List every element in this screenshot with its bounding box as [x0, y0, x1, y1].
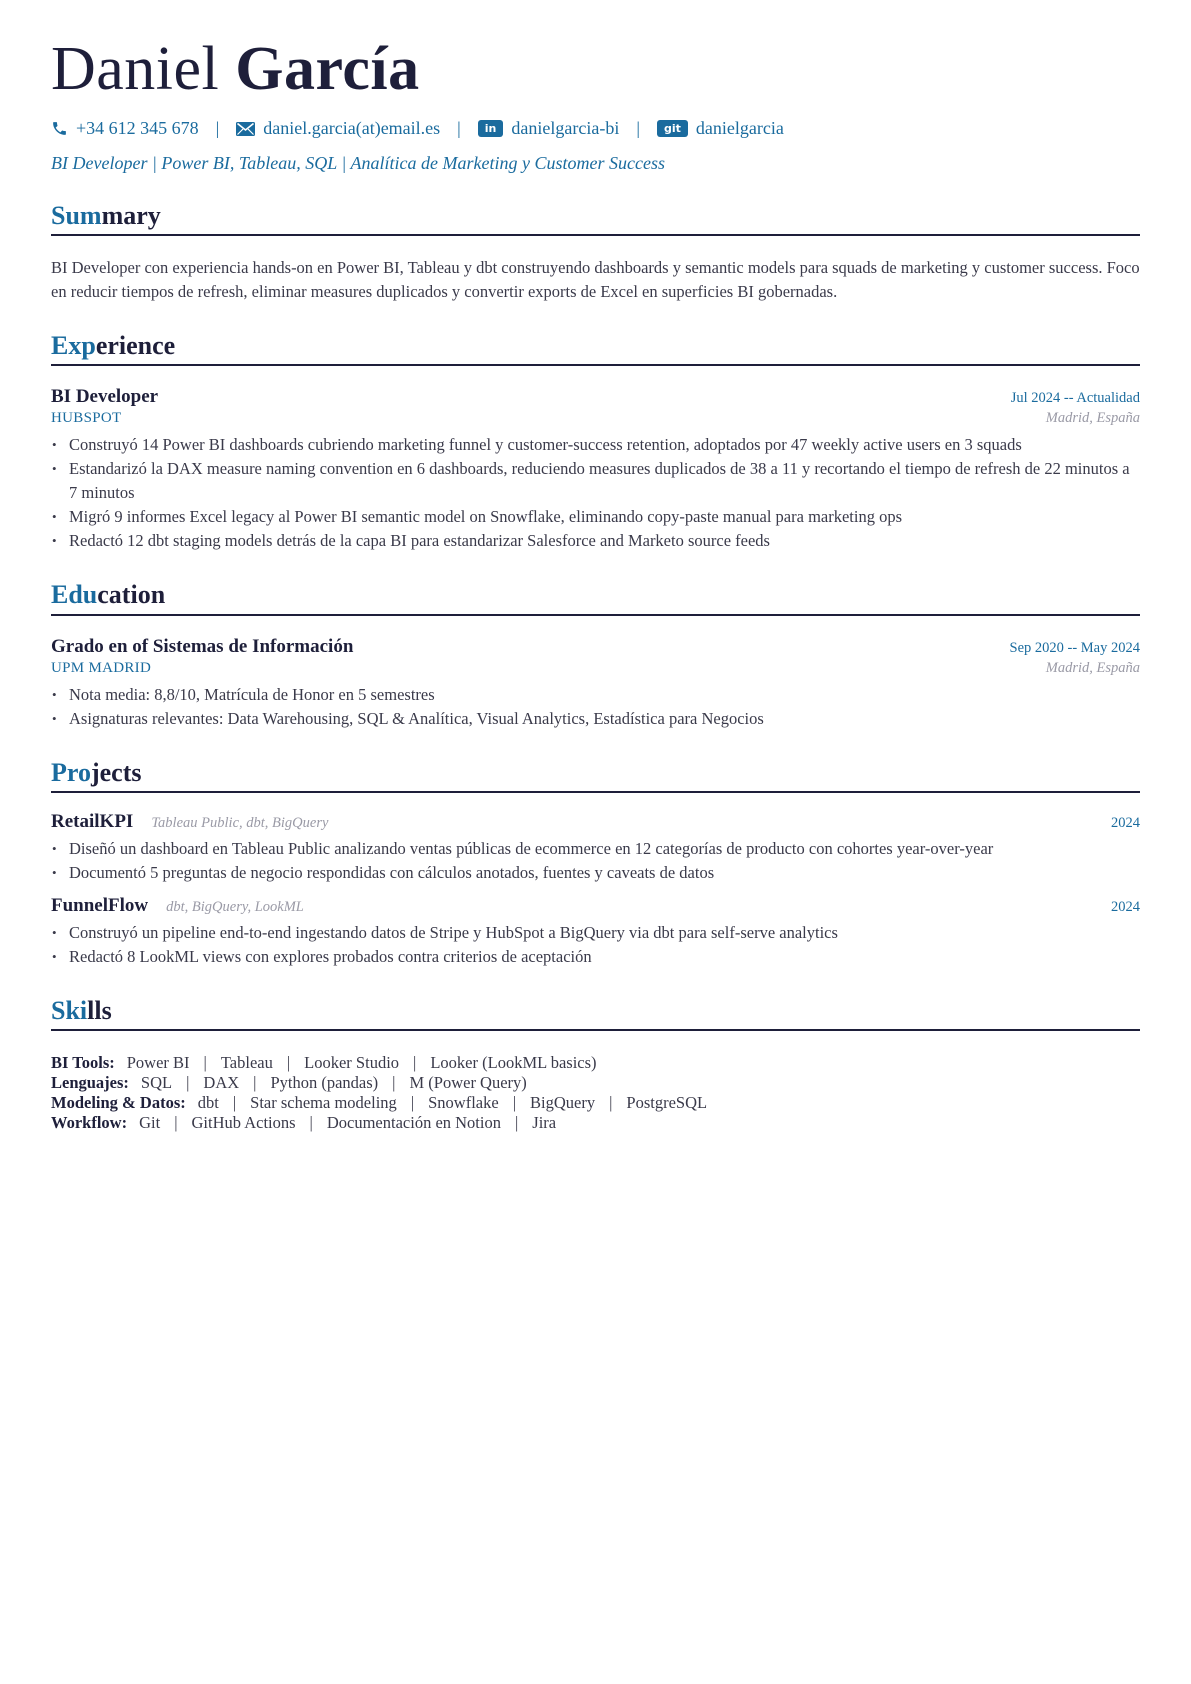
- skill-item: Looker (LookML basics): [430, 1052, 597, 1072]
- project-header: [51, 895, 1140, 917]
- skill-item: Documentación en Notion: [326, 1112, 501, 1132]
- skill-separator: |: [174, 1112, 178, 1132]
- section-title-highlight: Ski: [51, 995, 88, 1025]
- contact-separator: |: [636, 118, 640, 138]
- skill-separator: |: [413, 1052, 417, 1072]
- project-year: 2024: [1111, 898, 1140, 915]
- bullet-item: • Asignaturas relevantes: Data Warehousing, SQL & Analítica, Visual Analytics, Estadística para Negocios: [51, 707, 1140, 731]
- skill-item: Jira: [532, 1112, 557, 1132]
- linkedin-icon: in: [478, 120, 504, 137]
- project-bullets: [51, 837, 1140, 885]
- skill-item: SQL: [140, 1072, 173, 1092]
- company-name: HUBSPOT: [51, 410, 122, 427]
- skill-row: [51, 1073, 1140, 1093]
- skill-separator: |: [514, 1112, 519, 1132]
- project-year: 2024: [1111, 814, 1140, 831]
- bullet-item: • Redactó 8 LookML views con explores probados contra criterios de aceptación: [51, 945, 1140, 969]
- skill-row: [51, 1093, 1140, 1113]
- skill-category: Modeling & Datos:: [51, 1092, 186, 1112]
- skill-separator: |: [512, 1092, 516, 1112]
- education-dates: Sep 2020 -- May 2024: [1009, 639, 1140, 656]
- skill-category: Lenguajes:: [51, 1072, 129, 1092]
- skill-separator: |: [286, 1052, 291, 1072]
- skills-list: [51, 1053, 1140, 1133]
- section-title-education: [51, 579, 1140, 615]
- skill-item: BigQuery: [530, 1092, 596, 1112]
- section-title-experience: [51, 330, 1140, 366]
- bullet-item: • Construyó 14 Power BI dashboards cubriendo marketing funnel y customer-success retention, adoptados por 47 weekly active users en 3 squads: [51, 433, 1140, 457]
- phone-text: +34 612 345 678: [76, 118, 199, 138]
- section-title-rest: erience: [95, 331, 176, 361]
- entry-header: [51, 636, 1140, 658]
- skill-item: Python (pandas): [270, 1072, 379, 1092]
- skill-separator: |: [392, 1072, 396, 1092]
- project-entry: [51, 811, 1140, 885]
- school-location: Madrid, España: [1045, 659, 1140, 676]
- section-title-highlight: Edu: [51, 580, 98, 610]
- skill-separator: |: [609, 1092, 613, 1112]
- github-contact[interactable]: [657, 118, 784, 139]
- experience-section: [51, 330, 1140, 553]
- section-title-highlight: Pro: [51, 757, 91, 787]
- skill-separator: |: [203, 1052, 207, 1072]
- skill-separator: |: [232, 1092, 237, 1112]
- envelope-icon: [236, 122, 255, 136]
- skill-item: dbt: [197, 1092, 219, 1112]
- linkedin-text: danielgarcia-bi: [511, 118, 620, 138]
- skill-item: Tableau: [220, 1052, 273, 1072]
- skill-separator: |: [410, 1092, 415, 1112]
- skill-category: Workflow:: [51, 1112, 128, 1132]
- tagline: BI Developer | Power BI, Tableau, SQL | Analítica de Marketing y Customer Success: [51, 153, 665, 173]
- resume-content: [51, 35, 1140, 1133]
- bullet-item: • Nota media: 8,8/10, Matrícula de Honor en 5 semestres: [51, 683, 1140, 707]
- entry-header: [51, 386, 1140, 408]
- bullet-item: • Diseñó un dashboard en Tableau Public analizando ventas públicas de ecommerce en 12 categorías de producto con cohortes year-over-year: [51, 837, 1140, 861]
- education-section: [51, 579, 1140, 730]
- section-title-summary: [51, 200, 1140, 236]
- summary-section: [51, 200, 1140, 304]
- bullet-item: • Documentó 5 preguntas de negocio respondidas con cálculos anotados, fuentes y caveats de datos: [51, 861, 1140, 885]
- skill-item: Git: [139, 1112, 161, 1132]
- school-name: UPM MADRID: [51, 659, 152, 676]
- skill-separator: |: [186, 1072, 190, 1092]
- education-entry: [51, 636, 1140, 731]
- git-icon: git: [657, 120, 688, 137]
- project-name: FunnelFlow: [51, 894, 149, 916]
- skill-item: Power BI: [126, 1052, 190, 1072]
- job-title: BI Developer: [51, 386, 159, 408]
- linkedin-contact[interactable]: [478, 118, 620, 139]
- experience-entry: [51, 386, 1140, 553]
- project-entry: [51, 895, 1140, 969]
- skill-item: PostgreSQL: [626, 1092, 708, 1112]
- skill-item: Snowflake: [428, 1092, 499, 1112]
- section-title-skills: [51, 995, 1140, 1031]
- skill-separator: |: [253, 1072, 257, 1092]
- section-title-highlight: Sum: [51, 201, 102, 230]
- project-bullets: [51, 921, 1140, 969]
- job-location: Madrid, España: [1045, 410, 1140, 427]
- project-header: [51, 811, 1140, 833]
- skill-item: M (Power Query): [409, 1072, 527, 1092]
- education-bullets: [51, 683, 1140, 731]
- section-title-rest: lls: [87, 995, 112, 1025]
- skill-row: [51, 1113, 1140, 1133]
- job-dates: Jul 2024 -- Actualidad: [1010, 390, 1140, 407]
- first-name: Daniel: [51, 35, 220, 103]
- phone-icon: [51, 120, 68, 137]
- skill-item: DAX: [203, 1072, 240, 1092]
- email-contact[interactable]: [236, 118, 440, 139]
- bullet-item: • Estandarizó la DAX measure naming convention en 6 dashboards, reduciendo measures duplicados de 38 a 11 y recortando el tiempo de refresh de 22 minutos a 7 minutos: [51, 457, 1140, 505]
- experience-bullets: [51, 433, 1140, 553]
- contact-line: [51, 118, 1140, 139]
- project-tech: Tableau Public, dbt, BigQuery: [151, 814, 329, 831]
- skill-separator: |: [309, 1112, 313, 1132]
- project-tech: dbt, BigQuery, LookML: [166, 898, 304, 915]
- phone-contact[interactable]: [51, 118, 199, 139]
- projects-section: [51, 757, 1140, 969]
- entry-subheader: [51, 660, 1140, 677]
- degree-title: Grado en of Sistemas de Información: [51, 635, 354, 657]
- skill-row: [51, 1053, 1140, 1073]
- summary-text: BI Developer con experiencia hands-on en Power BI, Tableau y dbt construyendo dashboards y semantic models para squads de marketing y customer success. Foco en reducir tiempos de refresh, eliminar measures duplicados y convertir exports de Excel en superficies BI gobernadas.: [51, 258, 1140, 302]
- project-name: RetailKPI: [51, 810, 134, 832]
- skill-item: Star schema modeling: [250, 1092, 397, 1112]
- last-name: García: [235, 35, 420, 103]
- skill-item: GitHub Actions: [191, 1112, 296, 1132]
- entry-subheader: [51, 410, 1140, 427]
- section-title-rest: jects: [90, 757, 142, 787]
- section-title-rest: cation: [97, 580, 166, 610]
- bullet-item: • Redactó 12 dbt staging models detrás de la capa BI para estandarizar Salesforce and Marketo source feeds: [51, 529, 1140, 553]
- bullet-item: • Construyó un pipeline end-to-end ingestando datos de Stripe y HubSpot a BigQuery via dbt para self-serve analytics: [51, 921, 1140, 945]
- skill-category: BI Tools:: [51, 1052, 115, 1072]
- bullet-item: • Migró 9 informes Excel legacy al Power BI semantic model on Snowflake, eliminando copy-paste manual para marketing ops: [51, 505, 1140, 529]
- candidate-name: [51, 35, 1140, 103]
- section-title-highlight: Exp: [51, 331, 96, 361]
- skill-item: Looker Studio: [304, 1052, 400, 1072]
- email-text: daniel.garcia(at)email.es: [263, 118, 441, 138]
- github-text: danielgarcia: [695, 118, 784, 138]
- contact-separator: |: [457, 118, 461, 138]
- skills-section: [51, 995, 1140, 1133]
- contact-separator: |: [215, 118, 220, 138]
- section-title-rest: mary: [101, 201, 161, 230]
- section-title-projects: [51, 757, 1140, 793]
